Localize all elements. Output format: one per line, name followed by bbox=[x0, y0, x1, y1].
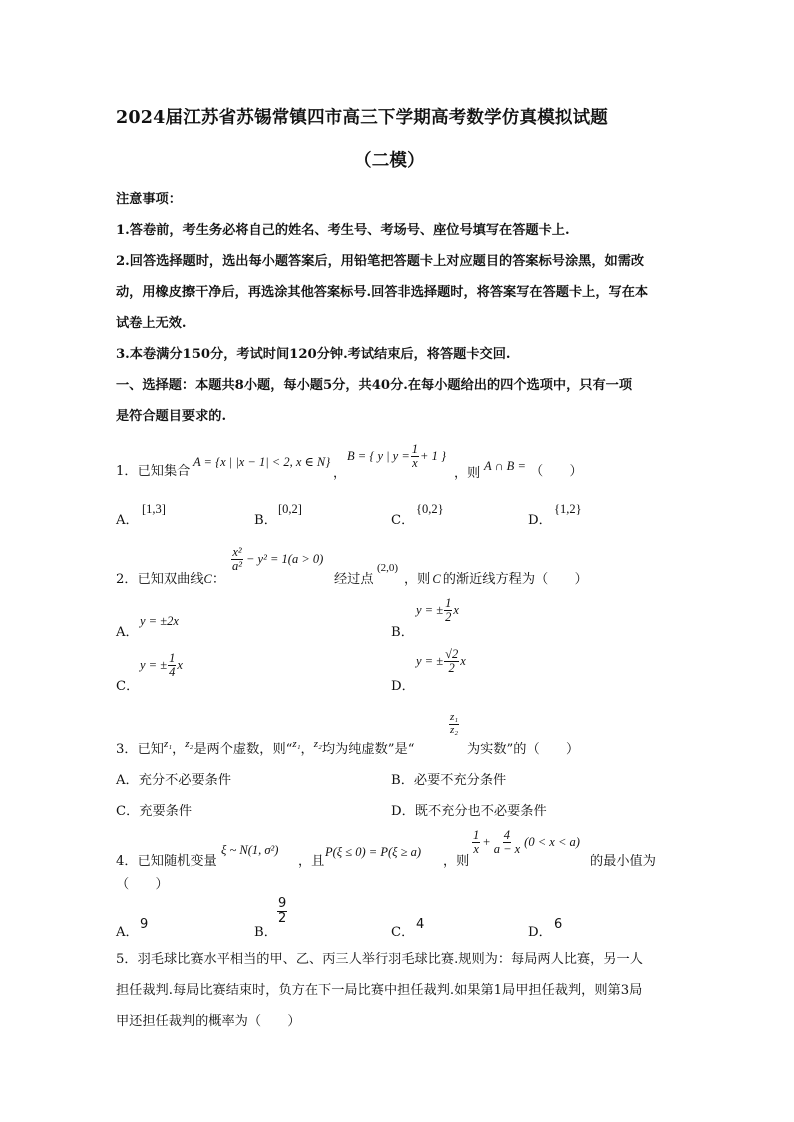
q1-set-a: A = {x | |x − 1| < 2, x ∈ N} bbox=[193, 455, 331, 469]
q4-option-a: 9 bbox=[140, 917, 149, 932]
q4-and: ，且 bbox=[298, 854, 325, 869]
q5-line-3: 甲还担任裁判的概率为（ ） bbox=[116, 1014, 301, 1029]
q1-option-c: {0,2} bbox=[416, 502, 444, 516]
q4-option-a-label: A． bbox=[116, 925, 139, 940]
q4-option-b-numerator: 9 bbox=[278, 896, 287, 911]
q3-option-d: D．既不充分也不必要条件 bbox=[391, 804, 547, 819]
q3-prefix: 3．已知 bbox=[116, 742, 164, 757]
exam-title: 2024届江苏省苏锡常镇四市高三下学期高考数学仿真模拟试题 bbox=[116, 108, 609, 128]
q3-fraction-denominator: z₂ bbox=[450, 723, 459, 736]
q2-equation bbox=[230, 546, 323, 573]
q2-option-d-label: D． bbox=[391, 679, 415, 694]
q3-option-a: A．充分不必要条件 bbox=[116, 773, 232, 788]
q3-stem bbox=[116, 738, 414, 757]
q1-option-c-label: C． bbox=[391, 513, 415, 528]
q2-option-b-label: B． bbox=[391, 625, 414, 640]
notice-heading: 注意事项： bbox=[116, 192, 182, 207]
q4-option-d-label: D． bbox=[528, 925, 552, 940]
q1-expression: A ∩ B = bbox=[484, 459, 526, 473]
exam-subtitle: （二模） bbox=[354, 151, 425, 171]
q3-fraction-inner bbox=[449, 712, 459, 736]
q4-fraction-2-denominator: a − x bbox=[493, 842, 521, 857]
q5-line-1: 5．羽毛球比赛水平相当的甲、乙、丙三人举行羽毛球比赛.规则为：每局两人比赛，另一人 bbox=[116, 952, 643, 967]
q4-option-d: 6 bbox=[554, 917, 563, 932]
q4-answer-blank: （ ） bbox=[116, 877, 169, 892]
q1-set-b-denominator: x bbox=[412, 456, 418, 471]
q1-set-b-numerator: 1 bbox=[411, 442, 419, 456]
q2-equation-rest: − y² = 1(a > 0) bbox=[246, 552, 324, 567]
q4-then: ，则 bbox=[443, 854, 470, 869]
q3-fraction-numerator: z₁ bbox=[450, 711, 459, 723]
q4-probability: P(ξ ≤ 0) = P(ξ ≥ a) bbox=[325, 845, 422, 859]
q4-option-b-label: B． bbox=[254, 925, 277, 940]
q5-line-2: 担任裁判.每局比赛结束时，负方在下一局比赛中担任裁判.如果第1局甲担任裁判，则第3局 bbox=[116, 983, 643, 998]
q1-separator: ， bbox=[333, 466, 347, 481]
q4-option-c: 4 bbox=[416, 917, 425, 932]
q4-ask: 的最小值为 bbox=[590, 854, 656, 869]
q2-option-b bbox=[416, 597, 459, 624]
section-1-line-2: 是符合题目要求的. bbox=[116, 409, 227, 424]
q1-set-b-right: + 1 } bbox=[420, 449, 446, 464]
q1-option-a: [1,3] bbox=[142, 502, 166, 516]
q1-answer-blank: （ ） bbox=[530, 464, 583, 479]
q2-option-c bbox=[140, 652, 183, 679]
q1-then: ，则 bbox=[454, 466, 481, 481]
q2-option-a: y = ±2x bbox=[140, 614, 179, 628]
q3-comma: ， bbox=[172, 742, 186, 757]
q2-option-d-pre: y = ± bbox=[416, 654, 444, 669]
q2-option-c-pre: y = ± bbox=[140, 658, 168, 673]
q1-option-b: [0,2] bbox=[278, 502, 302, 516]
q2-option-a-label: A． bbox=[116, 625, 139, 640]
q1-option-a-label: A． bbox=[116, 513, 139, 528]
q3-option-b: B．必要不充分条件 bbox=[391, 773, 507, 788]
notice-item-2-line-2: 动，用橡皮擦干净后，再选涂其他答案标号.回答非选择题时，将答案写在答题卡上，写在本 bbox=[116, 285, 649, 300]
q4-option-b-denominator: 2 bbox=[278, 910, 287, 926]
q2-option-b-denominator: 2 bbox=[445, 610, 452, 625]
q3-z1: z₁ bbox=[163, 738, 173, 750]
q3-fraction bbox=[448, 712, 460, 736]
q2-option-c-label: C． bbox=[116, 679, 140, 694]
notice-item-3: 3.本卷满分150分，考试时间120分钟.考试结束后，将答题卡交回. bbox=[116, 347, 511, 362]
q2-prefix: 2．已知双曲线 bbox=[116, 572, 204, 587]
q3-z2-b: z₂ bbox=[313, 738, 322, 750]
q2-option-d bbox=[416, 648, 466, 675]
q4-expression bbox=[471, 829, 580, 856]
q4-fraction-1-denominator: x bbox=[473, 842, 479, 857]
q2-option-c-numerator: 1 bbox=[169, 651, 176, 665]
q2-option-d-denominator: 2 bbox=[448, 661, 455, 676]
q2-colon: ： bbox=[211, 572, 226, 587]
q2-then: ，则 bbox=[404, 572, 431, 587]
q2-equation-fraction bbox=[231, 546, 243, 573]
q3-z1-b: z₁ bbox=[292, 738, 301, 750]
section-1-line-1: 一、选择题：本题共8小题，每小题5分，共40分.在每小题给出的四个选项中，只有一项 bbox=[116, 378, 633, 393]
q4-option-c-label: C． bbox=[391, 925, 415, 940]
notice-item-1: 1.答卷前，考生务必将自己的姓名、考生号、考场号、座位号填写在答题卡上. bbox=[116, 223, 570, 238]
q2-ask: 的渐近线方程为（ ） bbox=[442, 572, 588, 587]
q3-option-c: C．充要条件 bbox=[116, 804, 193, 819]
q1-set-b-left: B = { y | y = bbox=[347, 449, 410, 464]
q3-mid-3: 为实数”的（ ） bbox=[467, 742, 580, 757]
q2-option-c-denominator: 4 bbox=[169, 665, 176, 680]
q2-option-d-numerator: √2 bbox=[445, 647, 459, 661]
q2-option-d-post: x bbox=[460, 654, 466, 669]
notice-item-2-line-3: 试卷上无效. bbox=[116, 316, 187, 331]
q3-z2: z₂ bbox=[185, 738, 194, 750]
q3-mid-2: 均为纯虚数”是“ bbox=[321, 742, 415, 757]
q4-fraction-1-numerator: 1 bbox=[473, 828, 480, 842]
q2-curve-name-2: C bbox=[432, 572, 441, 586]
q2-point: (2,0) bbox=[377, 562, 399, 574]
q2-equation-denominator: a² bbox=[232, 559, 242, 574]
q4-plus: + bbox=[482, 835, 491, 850]
q2-curve-name: C bbox=[203, 572, 212, 586]
q4-option-b bbox=[276, 897, 288, 925]
q2-option-b-numerator: 1 bbox=[445, 596, 452, 610]
q1-set-b bbox=[347, 443, 446, 470]
q2-ask-row bbox=[404, 568, 588, 587]
q2-passes: 经过点 bbox=[334, 572, 374, 587]
q4-prefix: 4．已知随机变量 bbox=[116, 854, 217, 869]
q1-set-b-fraction bbox=[411, 443, 419, 470]
q4-fraction-1 bbox=[472, 829, 480, 856]
q1-option-d: {1,2} bbox=[554, 502, 582, 516]
q4-range: (0 < x < a) bbox=[524, 835, 580, 850]
q2-option-d-fraction bbox=[444, 648, 459, 675]
notice-item-2-line-1: 2.回答选择题时，选出每小题答案后，用铅笔把答题卡上对应题目的答案标号涂黑，如需改 bbox=[116, 254, 645, 269]
q2-option-c-post: x bbox=[177, 658, 183, 673]
q4-distribution: ξ ~ N(1, σ²) bbox=[221, 843, 279, 857]
q2-option-b-fraction bbox=[444, 597, 452, 624]
q2-option-b-post: x bbox=[453, 603, 459, 618]
q2-prefix-row bbox=[116, 568, 225, 587]
q3-comma-2: ， bbox=[300, 742, 314, 757]
q2-option-c-fraction bbox=[168, 652, 176, 679]
q4-option-b-fraction bbox=[277, 897, 287, 925]
q1-prefix: 1．已知集合 bbox=[116, 464, 191, 479]
q3-mid-1: 是两个虚数，则“ bbox=[193, 742, 293, 757]
q1-option-b-label: B． bbox=[254, 513, 277, 528]
q2-option-b-pre: y = ± bbox=[416, 603, 444, 618]
q1-option-d-label: D． bbox=[528, 513, 552, 528]
q4-fraction-2 bbox=[493, 829, 521, 856]
q4-fraction-2-numerator: 4 bbox=[503, 828, 511, 842]
q2-equation-numerator: x² bbox=[232, 545, 242, 559]
